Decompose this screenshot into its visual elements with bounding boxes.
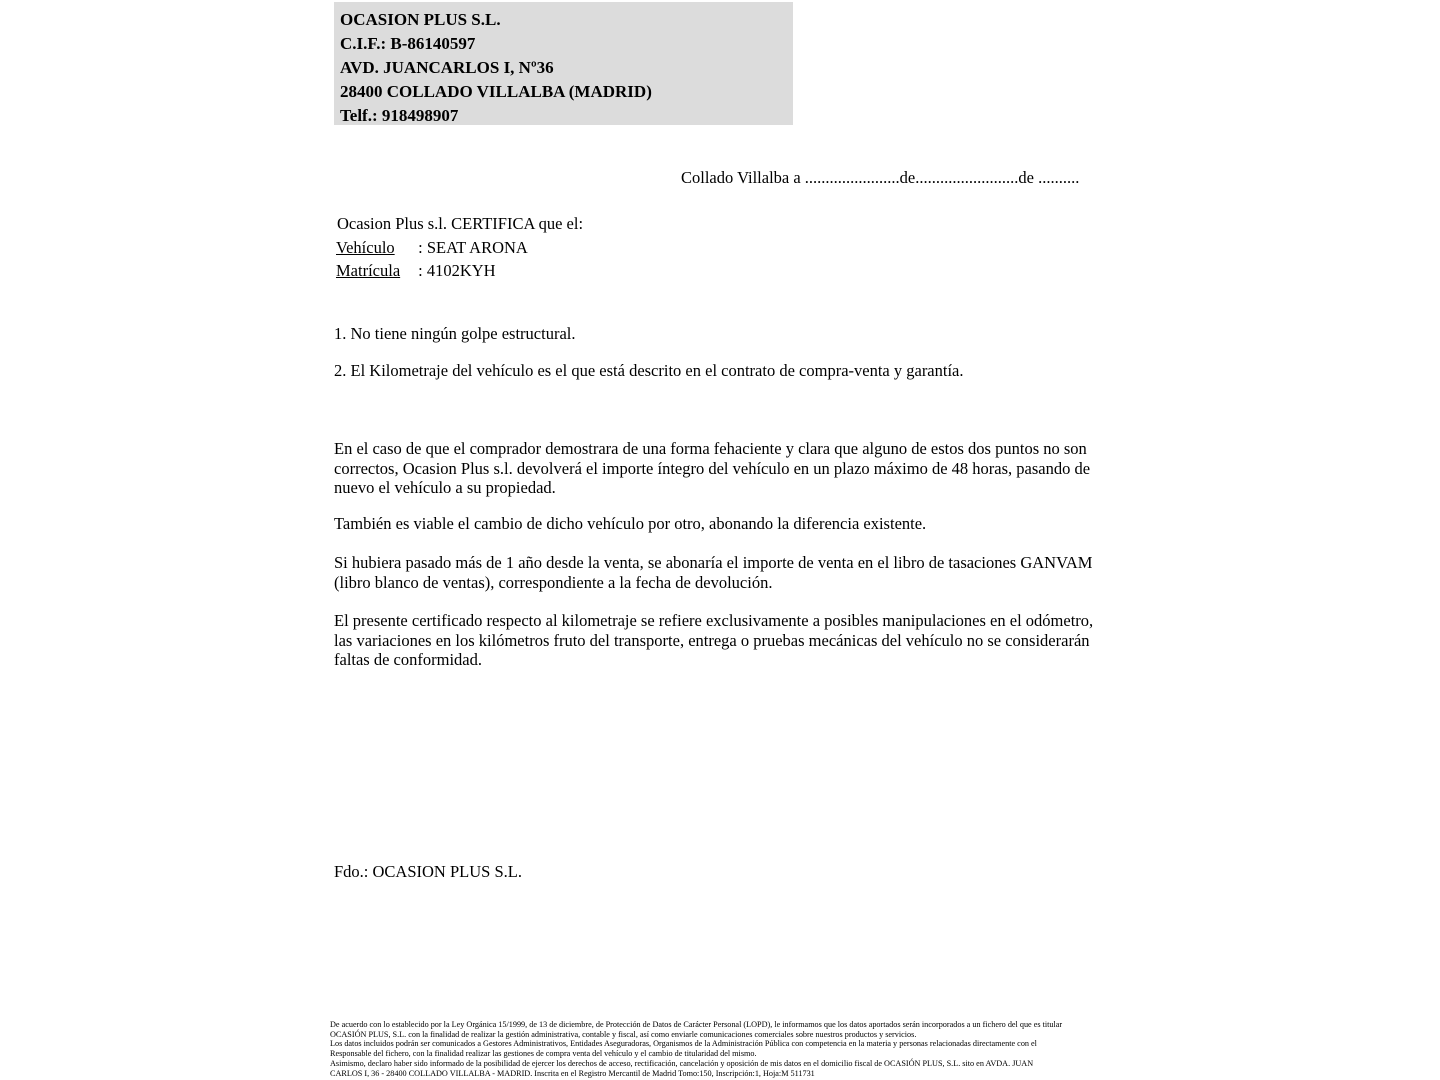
legal-line: OCASIÓN PLUS, S.L. con la finalidad de realizar la gestión administrativa, contable y fiscal, así como enviarle comunicaciones comerciales sobre nuestros productos y servicios. (330, 1029, 917, 1039)
legal-line: Asimismo, declaro haber sido informado de la posibilidad de ejercer los derechos de acceso, rectificación, cancelación y oposición de mis datos en el domicilio fiscal de OCASIÓN PLUS, S.L. sito en AVDA. JUAN (330, 1058, 1034, 1068)
refund-paragraph: En el caso de que el comprador demostrara de una forma fehaciente y clara que alguno de estos dos puntos no son correctos, Ocasion Plus s.l. devolverá el importe íntegro del vehículo en un plazo máximo de 48 horas, pasando de nuevo el vehículo a su propiedad. (334, 439, 1091, 498)
vehicle-field (336, 238, 528, 258)
plate-label: Matrícula (336, 261, 401, 280)
odometer-paragraph: El presente certificado respecto al kilometraje se refiere exclusivamente a posibles manipulaciones en el odómetro, las variaciones en los kilómetros fruto del transporte, entrega o pruebas mecánicas del vehículo no se considerarán faltas de conformidad. (334, 611, 1094, 670)
legal-line: De acuerdo con lo establecido por la Ley Orgánica 15/1999, de 13 de diciembre, de Protección de Datos de Carácter Personal (LOPD), le informamos que los datos aportados serán incorporados a un fichero del que es titular (330, 1020, 1063, 1029)
legal-notice (330, 1020, 1112, 1078)
company-header-block (334, 2, 793, 125)
date-line: Collado Villalba a .......................de.........................de .......... (681, 168, 1080, 187)
vehicle-value: : SEAT ARONA (418, 238, 528, 257)
legal-line: Los datos incluidos podrán ser comunicados a Gestores Administrativos, Entidades Aseguradoras, Organismos de la Administración Pública con competencia en la materia y personas relacionadas directamente con el (330, 1039, 1037, 1049)
plate-value: : 4102KYH (418, 261, 496, 280)
exchange-paragraph: También es viable el cambio de dicho vehículo por otro, abonando la diferencia existente. (334, 514, 927, 533)
plate-field (336, 261, 496, 281)
company-phone: Telf.: 918498907 (340, 106, 459, 125)
certified-point-1: 1. No tiene ningún golpe estructural. (334, 324, 576, 343)
certify-intro: Ocasion Plus s.l. CERTIFICA que el: (337, 214, 584, 233)
legal-line: Responsable del fichero, con la finalidad realizar las gestiones de compra venta del vehículo y el cambio de titularidad del mismo. (330, 1049, 757, 1059)
certified-point-2: 2. El Kilometraje del vehículo es el que está descrito en el contrato de compra-venta y garantía. (334, 361, 964, 380)
company-name: OCASION PLUS S.L. (340, 10, 501, 29)
company-address: AVD. JUANCARLOS I, Nº36 (340, 58, 554, 77)
vehicle-label: Vehículo (336, 238, 395, 257)
company-city: 28400 COLLADO VILLALBA (MADRID) (340, 82, 652, 101)
company-cif: C.I.F.: B-86140597 (340, 34, 476, 53)
signature-line: Fdo.: OCASION PLUS S.L. (334, 862, 522, 881)
legal-line: CARLOS I, 36 - 28400 COLLADO VILLALBA - MADRID. Inscrita en el Registro Mercantil de Madrid Tomo:150, Inscripción:1, Hoja:M 511731 (330, 1068, 815, 1078)
ganvam-paragraph: Si hubiera pasado más de 1 año desde la venta, se abonaría el importe de venta en el libro de tasaciones GANVAM (libro blanco de ventas), correspondiente a la fecha de devolución. (334, 553, 1093, 592)
